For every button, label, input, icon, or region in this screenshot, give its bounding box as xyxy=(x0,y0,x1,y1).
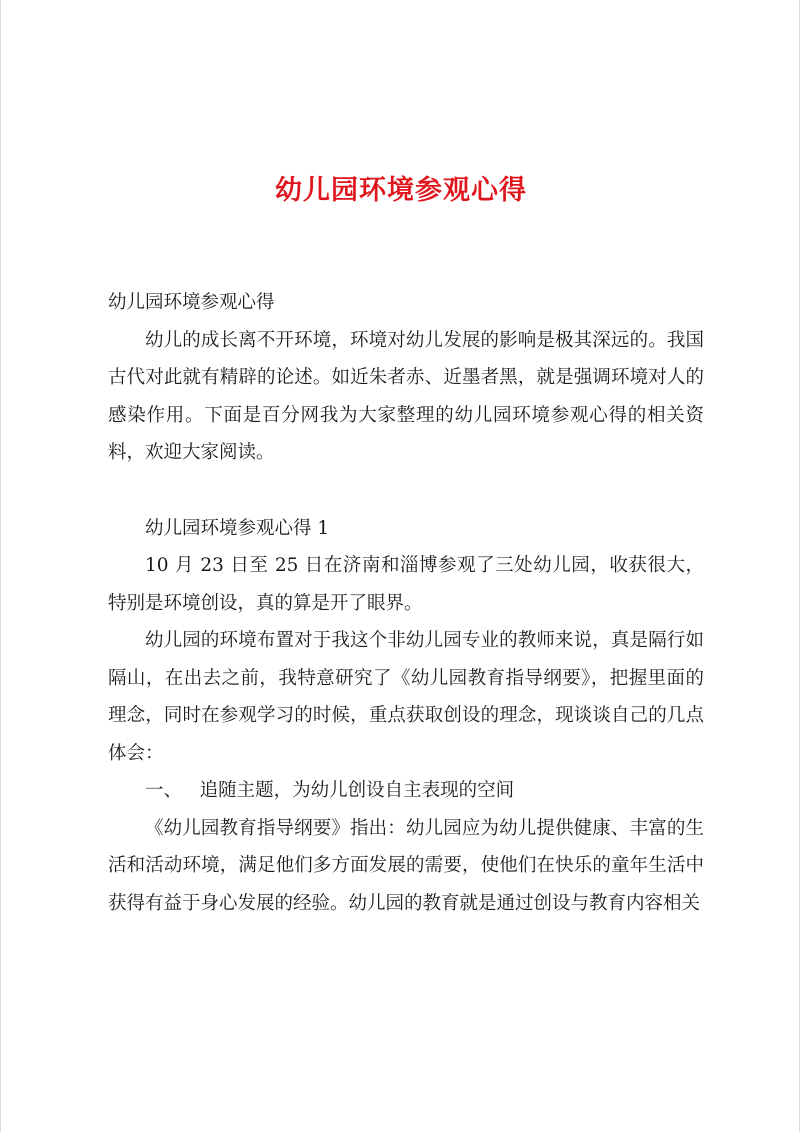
document-body xyxy=(108,284,704,922)
paragraph-spacer xyxy=(108,472,704,510)
intro-paragraph: 幼儿的成长离不开环境，环境对幼儿发展的影响是极其深远的。我国古代对此就有精辟的论述。如近朱者赤、近墨者黑，就是强调环境对人的感染作用。下面是百分网我为大家整理的幼儿园环境参观心得的相关资料，欢迎大家阅读。 xyxy=(108,329,704,463)
document-title: 幼儿园环境参观心得 xyxy=(275,175,527,206)
section-heading: 幼儿园环境参观心得 1 xyxy=(145,517,330,539)
paragraph-3: 《幼儿园教育指导纲要》指出：幼儿园应为幼儿提供健康、丰富的生活和活动环境，满足他们多方面发展的需要，使他们在快乐的童年生活中获得有益于身心发展的经验。幼儿园的教育就是通过创设与教育内容相关 xyxy=(108,817,704,914)
document-subtitle: 幼儿园环境参观心得 xyxy=(108,292,275,313)
point-heading: 一、 追随主题，为幼儿创设自主表现的空间 xyxy=(145,780,515,801)
paragraph-1: 10 月 23 日至 25 日在济南和淄博参观了三处幼儿园，收获很大，特别是环境创设，真的算是开了眼界。 xyxy=(108,555,704,614)
paragraph-2: 幼儿园的环境布置对于我这个非幼儿园专业的教师来说，真是隔行如隔山，在出去之前，我特意研究了《幼儿园教育指导纲要》，把握里面的理念，同时在参观学习的时候，重点获取创设的理念，现谈谈自己的几点体会： xyxy=(108,630,704,764)
